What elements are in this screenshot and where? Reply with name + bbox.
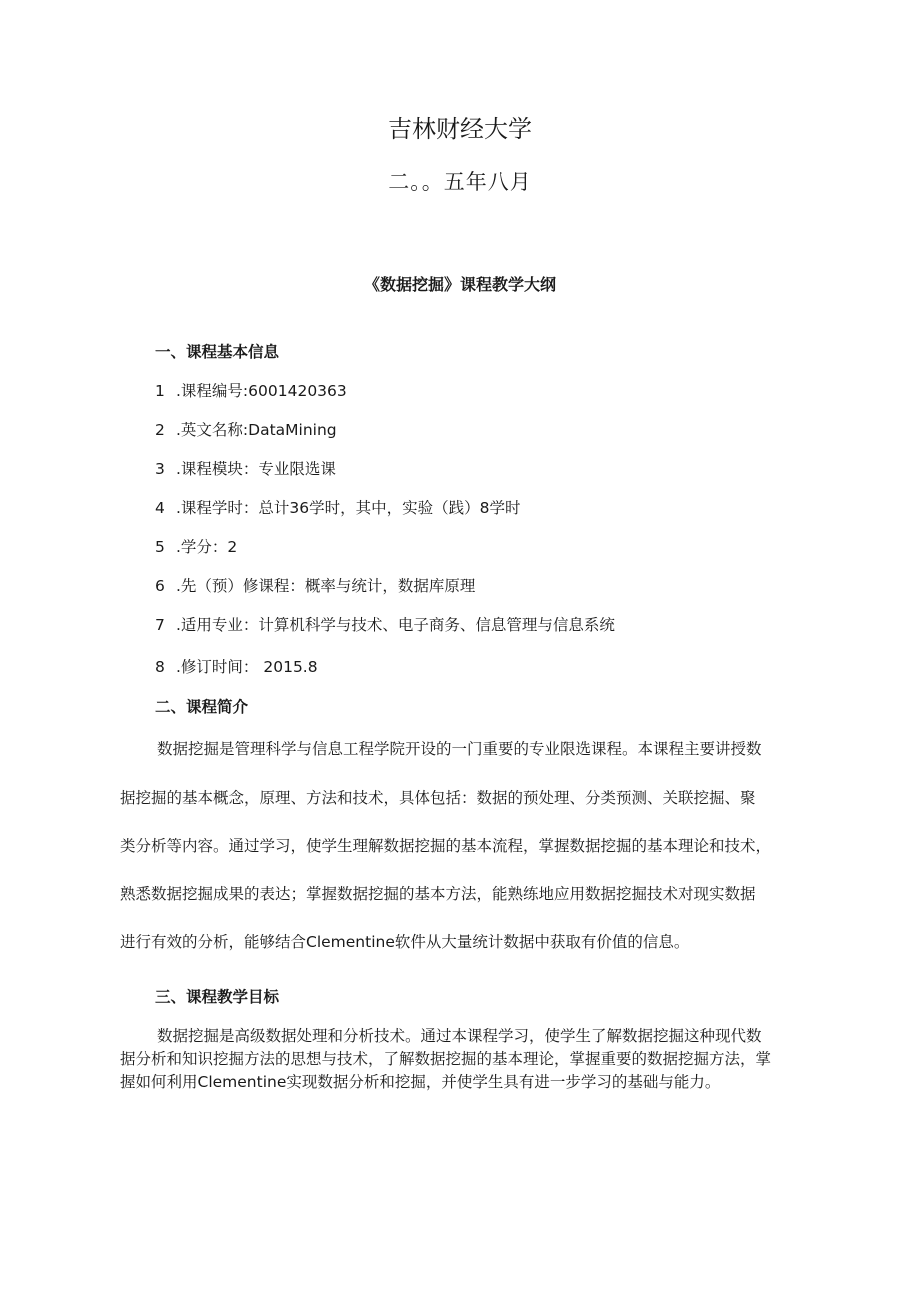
section-heading-teaching-goals: 三、课程教学目标: [155, 988, 280, 1006]
item-text: .适用专业：计算机科学与技术、电子商务、信息管理与信息系统: [176, 616, 615, 634]
info-item: [0, 575, 920, 597]
publication-date: 二。。五年八月: [388, 170, 532, 194]
item-number: 4: [155, 499, 165, 517]
paragraph-line: 数据挖掘是管理科学与信息工程学院开设的一门重要的专业限选课程。本课程主要讲授数: [157, 740, 762, 758]
section-heading-basic-info: 一、课程基本信息: [155, 343, 280, 361]
item-number: 6: [155, 577, 165, 595]
info-item: [0, 497, 920, 519]
item-text: .学分：2: [176, 538, 238, 556]
item-text: .修订时间： 2015.8: [176, 658, 318, 676]
info-item: [0, 656, 920, 678]
item-text: .课程学时：总计36学时，其中，实验（践）8学时: [176, 499, 521, 517]
section-heading-course-intro: 二、课程简介: [155, 698, 249, 716]
item-number: 1: [155, 382, 165, 400]
paragraph-line: 据挖掘的基本概念，原理、方法和技术，具体包括：数据的预处理、分类预测、关联挖掘、聚: [120, 789, 756, 807]
document-title: 《数据挖掘》课程教学大纲: [363, 275, 556, 294]
paragraph-line: 进行有效的分析，能够结合Clementine软件从大量统计数据中获取有价值的信息。: [120, 933, 690, 951]
paragraph-line: 类分析等内容。通过学习，使学生理解数据挖掘的基本流程，掌握数据挖掘的基本理论和技术，: [120, 837, 772, 855]
info-item: [0, 419, 920, 441]
paragraph-line: 数据挖掘是高级数据处理和分析技术。通过本课程学习，使学生了解数据挖掘这种现代数: [157, 1027, 762, 1045]
item-text: .课程模块：专业限选课: [176, 460, 336, 478]
item-number: 7: [155, 616, 165, 634]
item-number: 3: [155, 460, 165, 478]
item-text: .先（预）修课程：概率与统计，数据库原理: [176, 577, 476, 595]
info-item: [0, 536, 920, 558]
item-text: .英文名称:DataMining: [176, 421, 337, 439]
info-item: [0, 458, 920, 480]
item-text: .课程编号:6001420363: [176, 382, 347, 400]
item-number: 8: [155, 658, 165, 676]
info-item: [0, 380, 920, 402]
paragraph-line: 据分析和知识挖掘方法的思想与技术，了解数据挖掘的基本理论，掌握重要的数据挖掘方法，掌: [120, 1050, 772, 1068]
paragraph-line: 握如何利用Clementine实现数据分析和挖掘，并使学生具有进一步学习的基础与能力。: [120, 1073, 721, 1091]
item-number: 5: [155, 538, 165, 556]
info-item: [0, 614, 920, 636]
item-number: 2: [155, 421, 165, 439]
paragraph-line: 熟悉数据挖掘成果的表达；掌握数据挖掘的基本方法，能熟练地应用数据挖掘技术对现实数据: [120, 885, 756, 903]
university-name: 吉林财经大学: [388, 115, 532, 143]
